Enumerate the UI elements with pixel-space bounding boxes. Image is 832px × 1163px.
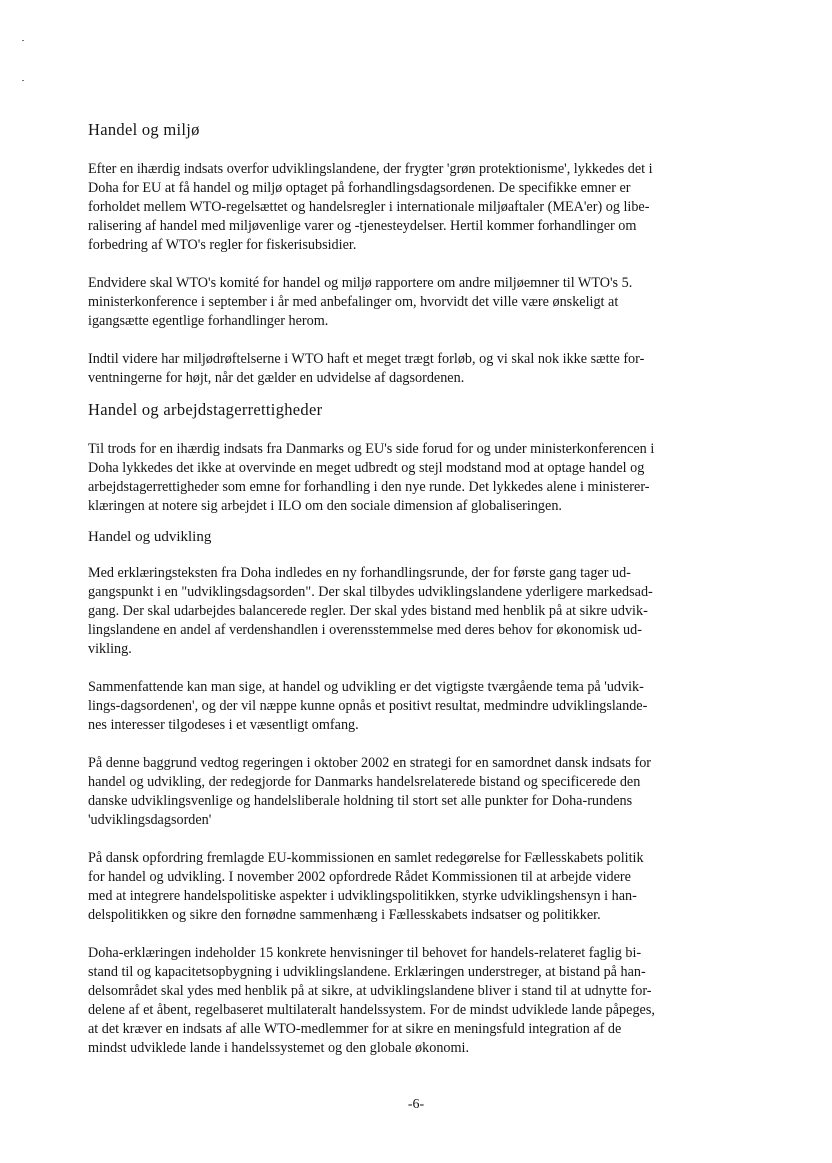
text-line: Endvidere skal WTO's komité for handel og miljø rapportere om andre miljøemner til WTO's 5. (88, 275, 633, 291)
text-line: På denne baggrund vedtog regeringen i oktober 2002 en strategi for en samordnet dansk indsats for (88, 755, 652, 771)
section (88, 526, 764, 1058)
paragraph (88, 754, 764, 830)
text-line: klæringen at notere sig arbejdet i ILO om den sociale dimension af globaliseringen. (88, 498, 562, 514)
text-line: På dansk opfordring fremlagde EU-kommissionen en samlet redegørelse for Fællesskabets politik (88, 850, 644, 866)
text-line: mindst udviklede lande i handelssystemet og den globale økonomi. (88, 1040, 470, 1056)
text-line: delspolitikken og sikre den fornødne sammenhæng i Fællesskabets indsatser og politikker. (88, 907, 601, 923)
text-line: med at integrere handelspolitiske aspekter i udviklingspolitikken, styrke udviklingshensyn i han- (88, 888, 637, 904)
paragraph (88, 849, 764, 925)
section (88, 398, 764, 516)
page-number: -6- (407, 1097, 425, 1112)
text-line: forbedring af WTO's regler for fiskerisubsidier. (88, 237, 357, 253)
text-line: danske udviklingsvenlige og handelsliberale holdning til stort set alle punkter for Doha-rundens (88, 793, 633, 809)
text-line: ventningerne for højt, når det gælder en udvidelse af dagsordenen. (88, 370, 465, 386)
text-line: Indtil videre har miljødrøftelserne i WTO haft et meget trægt forløb, og vi skal nok ikke sætte for- (88, 351, 645, 367)
text-line: igangsætte egentlige forhandlinger herom. (88, 313, 329, 329)
text-line: ministerkonference i september i år med anbefalinger om, hvorvidt det ville være ønskeligt at (88, 294, 619, 310)
text-line: lingslandene en andel af verdenshandlen i overensstemmelse med deres behov for økonomisk ud- (88, 622, 642, 638)
paragraph (88, 160, 764, 255)
text-line: at det kræver en indsats af alle WTO-medlemmer for at sikre en meningsfuld integration af de (88, 1021, 622, 1037)
section-heading: Handel og miljø (88, 120, 200, 139)
text-line: forholdet mellem WTO-regelsættet og handelsregler i internationale miljøaftaler (MEA'er) og libe- (88, 199, 650, 215)
scan-speck (22, 80, 24, 81)
text-line: delene af et åbent, regelbaseret multilateralt handelssystem. For de mindst udviklede lande påpeges, (88, 1002, 655, 1018)
text-line: stand til og kapacitetsopbygning i udviklingslandene. Erklæringen understreger, at bistand på han- (88, 964, 646, 980)
text-line: Til trods for en ihærdig indsats fra Danmarks og EU's side forud for og under ministerkonferencen i (88, 441, 655, 457)
text-line: arbejdstagerrettigheder som emne for forhandling i den nye runde. Det lykkedes alene i ministerer- (88, 479, 650, 495)
text-line: Efter en ihærdig indsats overfor udviklingslandene, der frygter 'grøn protektionisme', lykkedes det i (88, 161, 653, 177)
paragraph (88, 678, 764, 735)
text-line: gangspunkt i en "udviklingsdagsorden". Der skal tilbydes udviklingslandene yderligere markedsad- (88, 584, 653, 600)
text-line: nes interesser tilgodeses i et væsentligt omfang. (88, 717, 359, 733)
paragraph (88, 274, 764, 331)
text-line: Sammenfattende kan man sige, at handel og udvikling er det vigtigste tværgående tema på 'udvik- (88, 679, 644, 695)
text-line: handel og udvikling, der redegjorde for Danmarks handelsrelaterede bistand og specificerede den (88, 774, 641, 790)
text-line: vikling. (88, 641, 132, 657)
text-line: Doha-erklæringen indeholder 15 konkrete henvisninger til behovet for handels-relateret faglig bi- (88, 945, 642, 961)
paragraph (88, 440, 764, 516)
text-line: Doha for EU at få handel og miljø optaget på forhandlingsdagsordenen. De specifikke emner er (88, 180, 631, 196)
text-line: ralisering af handel med miljøvenlige varer og -tjenesteydelser. Hertil kommer forhandlinger om (88, 218, 637, 234)
paragraph (88, 564, 764, 659)
text-line: Med erklæringsteksten fra Doha indledes en ny forhandlingsrunde, der for første gang tager ud- (88, 565, 631, 581)
text-line: for handel og udvikling. I november 2002 opfordrede Rådet Kommissionen til at arbejde videre (88, 869, 631, 885)
scan-speck (22, 40, 24, 41)
section-heading: Handel og udvikling (88, 529, 212, 545)
text-line: delsområdet skal ydes med henblik på at sikre, at udviklingslandene bliver i stand til at udnytte for- (88, 983, 652, 999)
paragraph (88, 944, 764, 1058)
document-body (88, 118, 764, 1058)
section-heading: Handel og arbejdstagerrettigheder (88, 400, 323, 419)
text-line: lings-dagsordenen', og der vil næppe kunne opnås et positivt resultat, medmindre udviklingslande- (88, 698, 648, 714)
paragraph (88, 350, 764, 388)
text-line: 'udviklingsdagsorden' (88, 812, 212, 828)
text-line: Doha lykkedes det ikke at overvinde en meget udbredt og stejl modstand mod at optage handel og (88, 460, 645, 476)
section (88, 118, 764, 388)
text-line: gang. Der skal udarbejdes balancerede regler. Der skal ydes bistand med henblik på at sikre udvik- (88, 603, 648, 619)
